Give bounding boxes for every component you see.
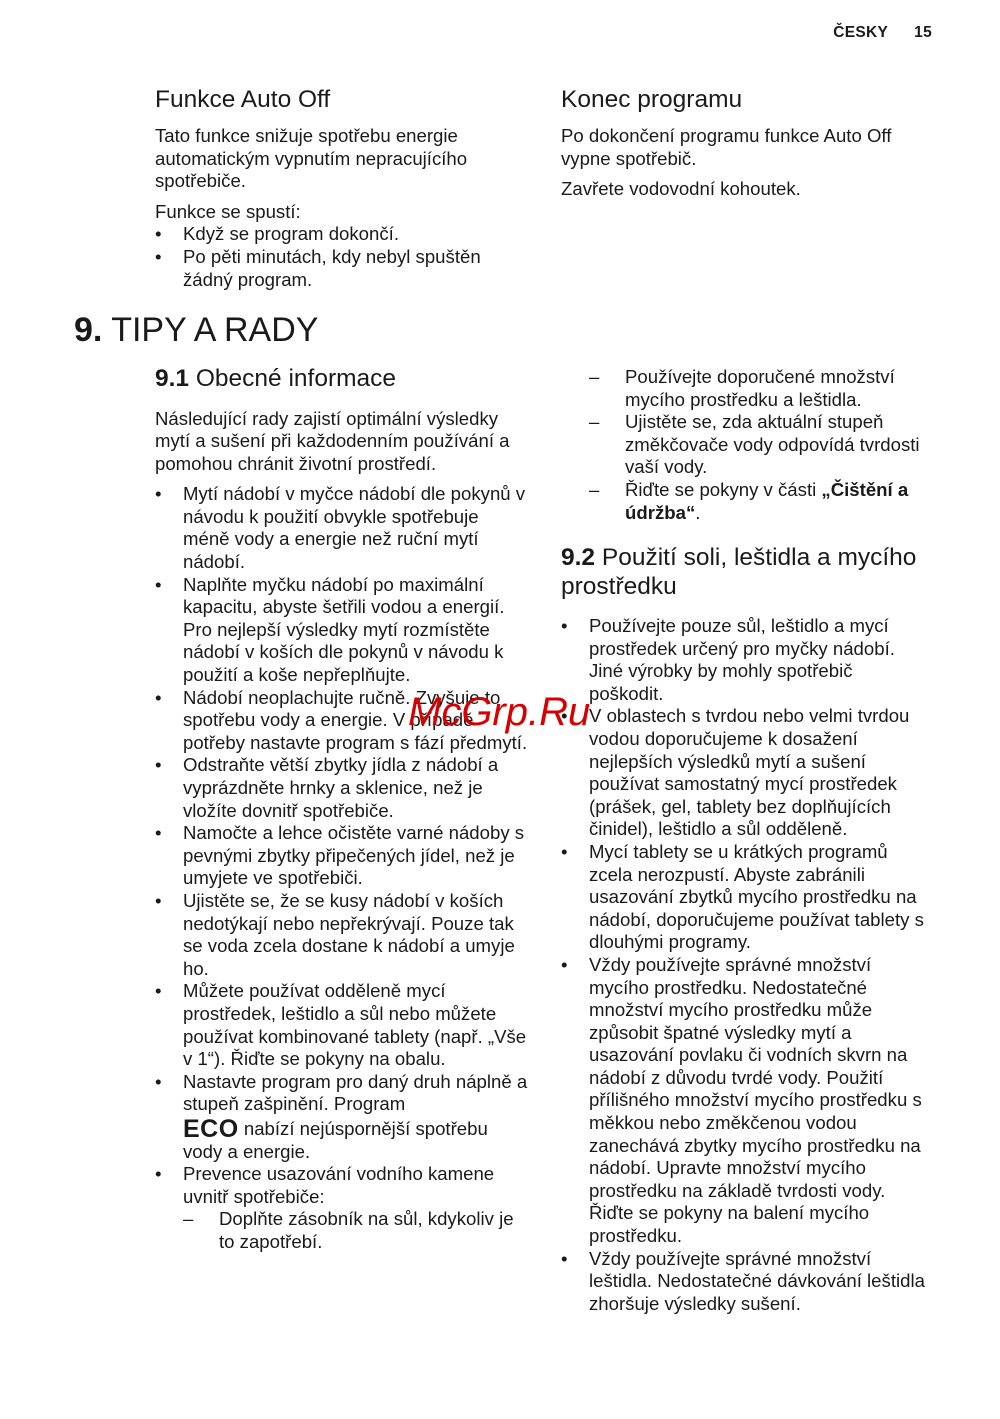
section-number: 9.1 bbox=[155, 365, 190, 392]
scale-sublist-continued bbox=[589, 366, 929, 524]
list-item: • Naplňte myčku nádobí po maximální kapacitu, abyste šetřili vodou a energií. Pro nejlepší výsledky mytí rozmístěte nádobí v koších dle pokynů v návodu k použití a koše nepřeplňujte. bbox=[155, 574, 530, 687]
refer-text-a: Řiďte se pokyny v části bbox=[625, 478, 822, 500]
list-item: • Nádobí neoplachujte ručně. Zvyšuje to spotřebu vody a energie. V případě potřeby nastavte program s fází předmytí. bbox=[155, 687, 530, 755]
page-number: 15 bbox=[914, 24, 932, 41]
auto-off-trigger: Funkce se spustí: bbox=[155, 200, 301, 222]
list-item-scale bbox=[155, 1163, 530, 1253]
sub-list-item: – Používejte doporučené množství mycího prostředku a leštidla. bbox=[589, 366, 929, 411]
list-item: • Namočte a lehce očistěte varné nádoby s pevnými zbytky připečených jídel, než je umyjete ve spotřebiči. bbox=[155, 822, 530, 890]
list-item: • Ujistěte se, že se kusy nádobí v koších nedotýkají nebo nepřekrývají. Pouze tak se voda zcela dostane k nádobí a umyje ho. bbox=[155, 890, 530, 980]
section-9-1-heading bbox=[155, 365, 530, 394]
list-item: • Mytí nádobí v myčce nádobí dle pokynů v návodu k použití obvykle spotřebuje méně vody a energie než ruční mytí nádobí. bbox=[155, 483, 530, 573]
list-item: • Vždy používejte správné množství leštidla. Nedostatečné dávkování leštidla zhoršuje výsledky sušení. bbox=[561, 1248, 931, 1316]
end-program-instruction: Zavřete vodovodní kohoutek. bbox=[561, 178, 801, 200]
section-9-1-list bbox=[155, 483, 530, 1253]
end-program-title: Konec programu bbox=[561, 86, 743, 113]
list-item: • Mycí tablety se u krátkých programů zcela nerozpustí. Abyste zabránili usazování zbytků mycího prostředku na nádobí, doporučujeme používat tablety s dlouhými programy. bbox=[561, 841, 931, 954]
section-9-2-heading bbox=[561, 544, 931, 601]
section-9-2-list bbox=[561, 615, 931, 1315]
list-item: • Používejte pouze sůl, leštidlo a mycí prostředek určený pro myčky nádobí. Jiné výrobky by mohly spotřebič poškodit. bbox=[561, 615, 931, 705]
watermark: McGrp.Ru bbox=[408, 690, 591, 734]
refer-section-link: „Čištění a údržba“ bbox=[625, 478, 909, 523]
chapter-title: TIPY A RADY bbox=[111, 311, 319, 349]
scale-sublist bbox=[183, 1208, 530, 1253]
chapter-heading bbox=[74, 310, 318, 350]
scale-text: Prevence usazování vodního kamene uvnitř spotřebiče: bbox=[183, 1163, 495, 1207]
list-item: • Vždy používejte správné množství mycího prostředku. Nedostatečné množství mycího prostředku může způsobit špatné výsledky mytí a usazování povlaku či vodních skvrn na nádobí z důvodu tvrdé vody. Použití přílišného množství mycího prostředku s měkkou nebo změkčenou vodou zanechává zbytky mycího prostředku na nádobí. Upravte množství mycího prostředku na základě tvrdosti vody. Řiďte se pokyny na balení mycího prostředku. bbox=[561, 954, 931, 1248]
section-9-1-intro: Následující rady zajistí optimální výsledky mytí a sušení při každodenním používání a pomohou chránit životní prostředí. bbox=[155, 407, 510, 474]
chapter-number: 9. bbox=[74, 311, 103, 349]
sub-list-item: – Ujistěte se, zda aktuální stupeň změkčovače vody odpovídá tvrdosti vaší vody. bbox=[589, 411, 929, 479]
section-9-2 bbox=[561, 544, 931, 1315]
section-9-1-continued bbox=[589, 366, 929, 524]
auto-off-list bbox=[155, 223, 515, 291]
page-header bbox=[833, 24, 932, 42]
auto-off-description: Tato funkce snižuje spotřebu energie automatickým vypnutím nepracujícího spotřebiče. bbox=[155, 125, 468, 192]
language-label: ČESKY bbox=[833, 24, 889, 41]
sub-list-item-reference bbox=[589, 479, 929, 524]
section-9-1 bbox=[155, 365, 530, 1253]
section-title: Použití soli, leštidla a mycího prostředku bbox=[561, 544, 917, 600]
section-title: Obecné informace bbox=[195, 365, 397, 392]
auto-off-title: Funkce Auto Off bbox=[155, 86, 331, 113]
list-item: • Odstraňte větší zbytky jídla z nádobí a vyprázdněte hrnky a sklenice, než je vložíte dovnitř spotřebiče. bbox=[155, 754, 530, 822]
eco-text-a: Nastavte program pro daný druh náplně a stupeň zašpinění. Program bbox=[183, 1070, 528, 1115]
end-program-text: Po dokončení programu funkce Auto Off vypne spotřebič. bbox=[561, 125, 892, 169]
section-number: 9.2 bbox=[561, 544, 596, 571]
auto-off-section bbox=[155, 85, 515, 291]
list-item: • Když se program dokončí. bbox=[155, 223, 515, 246]
list-item-eco bbox=[155, 1071, 530, 1163]
sub-list-item: – Doplňte zásobník na sůl, kdykoliv je to zapotřebí. bbox=[183, 1208, 530, 1253]
list-item: • V oblastech s tvrdou nebo velmi tvrdou vodou doporučujeme k dosažení nejlepších výsledků mytí a sušení používat samostatný mycí prostředek (prášek, gel, tablety bez doplňujících činidel), leštidlo a sůl odděleně. bbox=[561, 705, 931, 841]
list-item: • Po pěti minutách, kdy nebyl spuštěn žádný program. bbox=[155, 246, 515, 291]
list-item: • Můžete používat odděleně mycí prostředek, leštidlo a sůl nebo můžete používat kombinované tablety (např. „Vše v 1“). Řiďte se pokyny na obalu. bbox=[155, 980, 530, 1070]
refer-text-b: . bbox=[695, 501, 701, 523]
end-program-section bbox=[561, 85, 931, 201]
eco-symbol: ECO bbox=[183, 1114, 239, 1143]
eco-text-b: nabízí nejúspornější spotřebu vody a energie. bbox=[183, 1117, 488, 1162]
